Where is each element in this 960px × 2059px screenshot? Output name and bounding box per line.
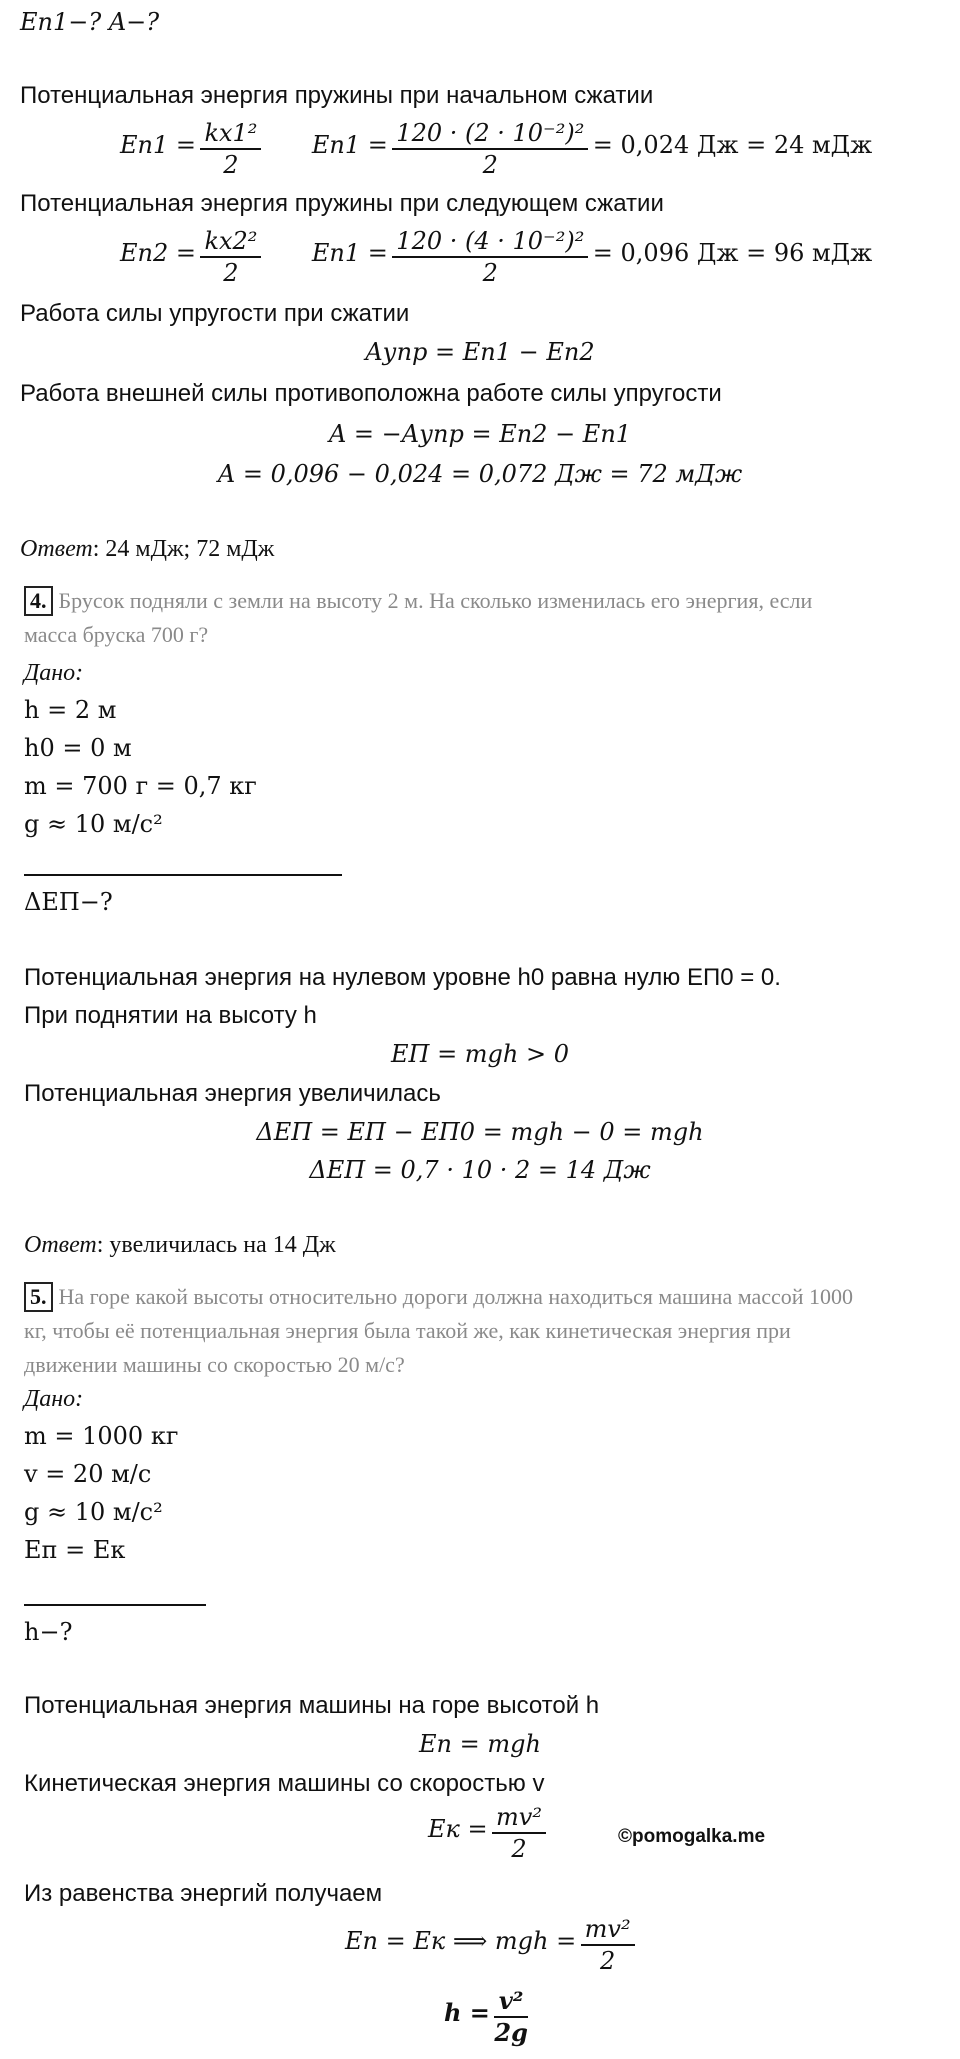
text-line: Потенциальная энергия пружины при начальном сжатии bbox=[20, 82, 654, 109]
equation-1 bbox=[120, 118, 872, 180]
text-line: Потенциальная энергия на нулевом уровне h0 равна нулю EП0 = 0. bbox=[24, 964, 781, 991]
eq1-left: Eп1 = bbox=[120, 131, 196, 160]
eq2-mid: Eп1 = bbox=[311, 239, 388, 268]
text-line: Потенциальная энергия пружины при следующем сжатии bbox=[20, 190, 664, 217]
answer bbox=[24, 1232, 336, 1259]
given-item: m = 1000 кг bbox=[24, 1422, 179, 1450]
given-item: g ≈ 10 м/с² bbox=[24, 810, 163, 838]
given-item: g ≈ 10 м/с² bbox=[24, 1498, 163, 1526]
eq2-left: Eп2 = bbox=[120, 239, 196, 268]
equation-2 bbox=[120, 226, 872, 288]
fraction: $\frac{\text{120 · (2 · 10⁻²)²}}{2}$ bbox=[392, 118, 588, 180]
text-line: Потенциальная энергия машины на горе высотой h bbox=[24, 1692, 600, 1719]
answer-text: : увеличилась на 14 Дж bbox=[96, 1232, 336, 1258]
divider bbox=[24, 874, 342, 876]
text-line: Работа внешней силы противоположна работе силы упругости bbox=[20, 380, 722, 407]
text-line: Потенциальная энергия увеличилась bbox=[24, 1080, 441, 1107]
answer-label: Ответ bbox=[24, 1232, 97, 1258]
fraction: $\frac{\text{kx2²}}{2}$ bbox=[200, 226, 261, 288]
eq-left: Eк = bbox=[428, 1815, 488, 1844]
equation: EП = mgh > 0 bbox=[390, 1040, 570, 1068]
fraction: $\frac{\text{kx1²}}{2}$ bbox=[200, 118, 261, 180]
fraction: $\frac{\text{mv²}}{2}$ bbox=[492, 1802, 546, 1864]
text-line: Из равенства энергий получаем bbox=[24, 1880, 383, 1907]
task-text: движении машины со скоростью 20 м/с? bbox=[24, 1352, 405, 1377]
eq1-result: = 0,024 Дж = 24 мДж bbox=[592, 131, 873, 160]
task-text: Брусок подняли с земли на высоту 2 м. На сколько изменилась его энергия, если bbox=[58, 588, 813, 613]
fraction: $\frac{\text{120 · (4 · 10⁻²)²}}{2}$ bbox=[392, 226, 588, 288]
given-item: m = 700 г = 0,7 кг bbox=[24, 772, 257, 800]
equation-3: Aупр = Eп1 − Eп2 bbox=[365, 338, 595, 366]
divider bbox=[24, 1604, 206, 1606]
text-line: При поднятии на высоту h bbox=[24, 1002, 317, 1029]
eq2-result: = 0,096 Дж = 96 мДж bbox=[592, 239, 873, 268]
fraction: $\frac{\text{v²}}{2g}$ bbox=[494, 1986, 528, 2047]
given-item: h = 2 м bbox=[24, 696, 117, 724]
answer-text: : 24 мДж; 72 мДж bbox=[92, 536, 275, 562]
task-4-statement bbox=[24, 584, 812, 652]
find-line: h−? bbox=[24, 1618, 73, 1646]
task-text: масса бруска 700 г? bbox=[24, 622, 209, 647]
equation: ΔEП = 0,7 · 10 · 2 = 14 Дж bbox=[309, 1156, 651, 1184]
text-line: Кинетическая энергия машины со скоростью v bbox=[24, 1770, 545, 1797]
task-5-statement bbox=[24, 1280, 853, 1382]
fraction: $\frac{\text{mv²}}{2}$ bbox=[581, 1914, 635, 1976]
given-label: Дано: bbox=[24, 660, 84, 686]
find-line: ΔEП−? bbox=[24, 888, 113, 916]
task-number: 5. bbox=[24, 1282, 53, 1312]
equation-4: A = −Aупр = Eп2 − Eп1 bbox=[328, 420, 632, 448]
eq-left: h = bbox=[444, 1998, 490, 2028]
final-formula bbox=[444, 1986, 528, 2048]
task-text: кг, чтобы её потенциальная энергия была такой же, как кинетическая энергия при bbox=[24, 1318, 791, 1343]
equation-kinetic bbox=[428, 1802, 546, 1864]
task-text: На горе какой высоты относительно дороги должна находиться машина массой 1000 bbox=[58, 1284, 854, 1309]
given-item: Eп = Eк bbox=[24, 1536, 126, 1564]
answer-label: Ответ bbox=[20, 536, 93, 562]
given-label: Дано: bbox=[24, 1386, 84, 1412]
eq-left: Eп = Eк ⟹ mgh = bbox=[345, 1927, 577, 1956]
equation: ΔEП = EП − EП0 = mgh − 0 = mgh bbox=[256, 1118, 704, 1146]
given-item: v = 20 м/с bbox=[24, 1460, 152, 1488]
given-item: h0 = 0 м bbox=[24, 734, 132, 762]
answer bbox=[20, 536, 274, 563]
task-number: 4. bbox=[24, 586, 53, 616]
text-line: Работа силы упругости при сжатии bbox=[20, 300, 410, 327]
find-line: Eп1−? A−? bbox=[20, 8, 160, 36]
equation-5: A = 0,096 − 0,024 = 0,072 Дж = 72 мДж bbox=[217, 460, 743, 488]
equation: Eп = mgh bbox=[419, 1730, 541, 1758]
eq1-mid: Eп1 = bbox=[311, 131, 388, 160]
watermark: ©pomogalka.me bbox=[618, 1826, 766, 1847]
equation-equality bbox=[345, 1914, 635, 1976]
